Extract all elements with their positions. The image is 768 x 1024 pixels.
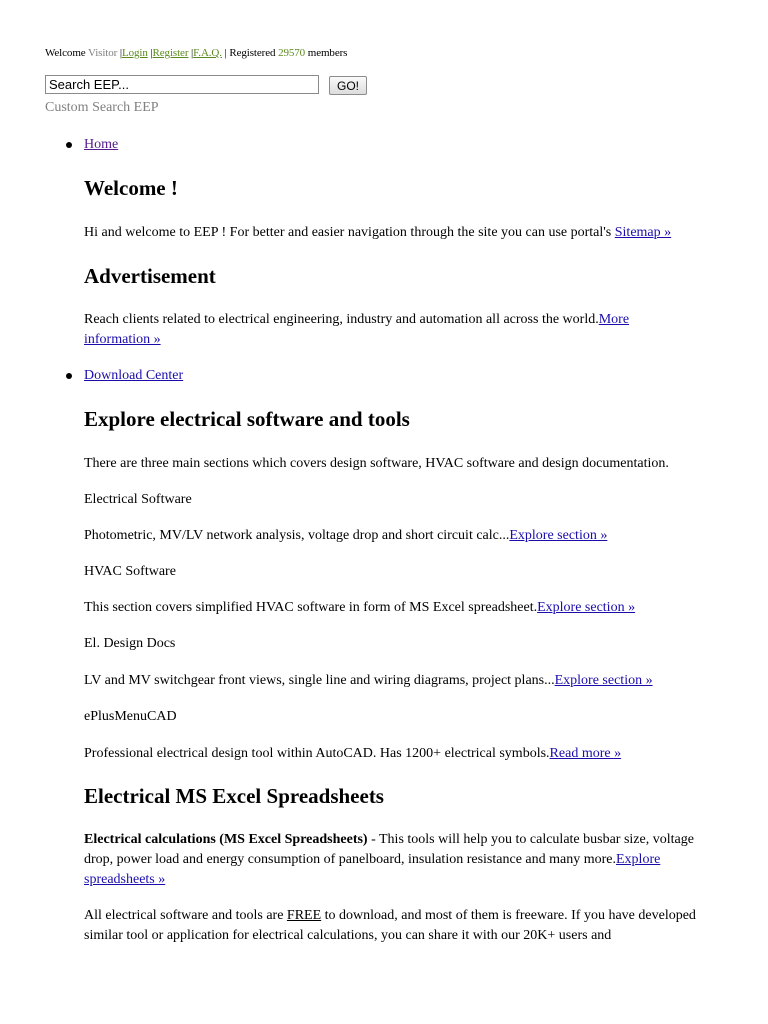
registered-label: Registered [229,47,276,59]
members-label: members [307,47,348,59]
section-name: ePlusMenuCAD [84,709,177,724]
advertisement-title: Advertisement [84,264,216,288]
explore-title: Explore electrical software and tools [84,407,410,431]
free-text-end: to download, and most of them is freeware. If you have developed similar tool or application for electrical calculations, you can share it with our 20K+ users and [84,908,696,943]
welcome-label: Welcome [45,47,86,59]
explore-intro: There are three main sections which covers design software, HVAC software and design documentation. [84,456,669,471]
member-count: 29570 [278,47,306,59]
explore-section-link[interactable]: Explore section » [537,600,636,615]
download-center-link[interactable]: Download Center [84,368,184,383]
section-desc [84,526,607,546]
section-name: Electrical Software [84,492,192,507]
search-go-button[interactable]: GO! [329,76,367,95]
section-desc-text: Professional electrical design tool within AutoCAD. Has 1200+ electrical symbols. [84,746,550,761]
register-link[interactable]: Register [152,47,189,59]
excel-text [84,830,724,890]
advertisement-body: Reach clients related to electrical engineering, industry and automation all across the world. [84,312,599,327]
section-desc-text: This section covers simplified HVAC software in form of MS Excel spreadsheet. [84,600,538,615]
separator: | [191,47,194,59]
search-input[interactable] [45,75,319,94]
welcome-body: Hi and welcome to EEP ! For better and easier navigation through the site you can use portal's [84,225,615,240]
bullet-icon [66,373,72,379]
free-text [84,906,724,946]
visitor-label: Visitor [88,47,118,59]
home-link[interactable]: Home [84,137,119,152]
separator: | [150,47,153,59]
welcome-text [84,223,671,243]
separator: | [119,47,122,59]
excel-title: Electrical MS Excel Spreadsheets [84,784,384,808]
search-form [45,75,359,94]
section-desc [84,671,653,691]
advertisement-text [84,310,684,350]
explore-section-link[interactable]: Explore section » [554,673,653,688]
excel-bold-label: Electrical calculations (MS Excel Spreadsheets) [84,832,368,847]
section-desc-text: LV and MV switchgear front views, single line and wiring diagrams, project plans... [84,673,555,688]
read-more-link[interactable]: Read more » [549,746,622,761]
bullet-icon [66,142,72,148]
free-text-start: All electrical software and tools are [84,908,287,923]
nav-item-home [84,135,118,155]
separator: | [224,47,227,59]
section-desc [84,744,621,764]
more-information-link[interactable]: More information » [84,312,630,347]
faq-link[interactable]: F.A.Q. [193,47,222,59]
section-name: El. Design Docs [84,636,176,651]
explore-spreadsheets-link[interactable]: Explore spreadsheets » [84,852,661,887]
sitemap-link[interactable]: Sitemap » [614,225,672,240]
section-desc [84,598,635,618]
free-label: FREE [286,908,322,923]
section-name: HVAC Software [84,564,176,579]
custom-search-label: Custom Search EEP [45,100,159,115]
welcome-title: Welcome ! [84,176,178,200]
excel-body: - This tools will help you to calculate busbar size, voltage drop, power load and energy consumption of panelboard, insulation resistance and many more. [84,832,694,867]
user-status-bar [45,47,347,59]
nav-item-download [84,366,183,386]
login-link[interactable]: Login [121,47,148,59]
section-desc-text: Photometric, MV/LV network analysis, voltage drop and short circuit calc... [84,528,510,543]
explore-section-link[interactable]: Explore section » [509,528,608,543]
